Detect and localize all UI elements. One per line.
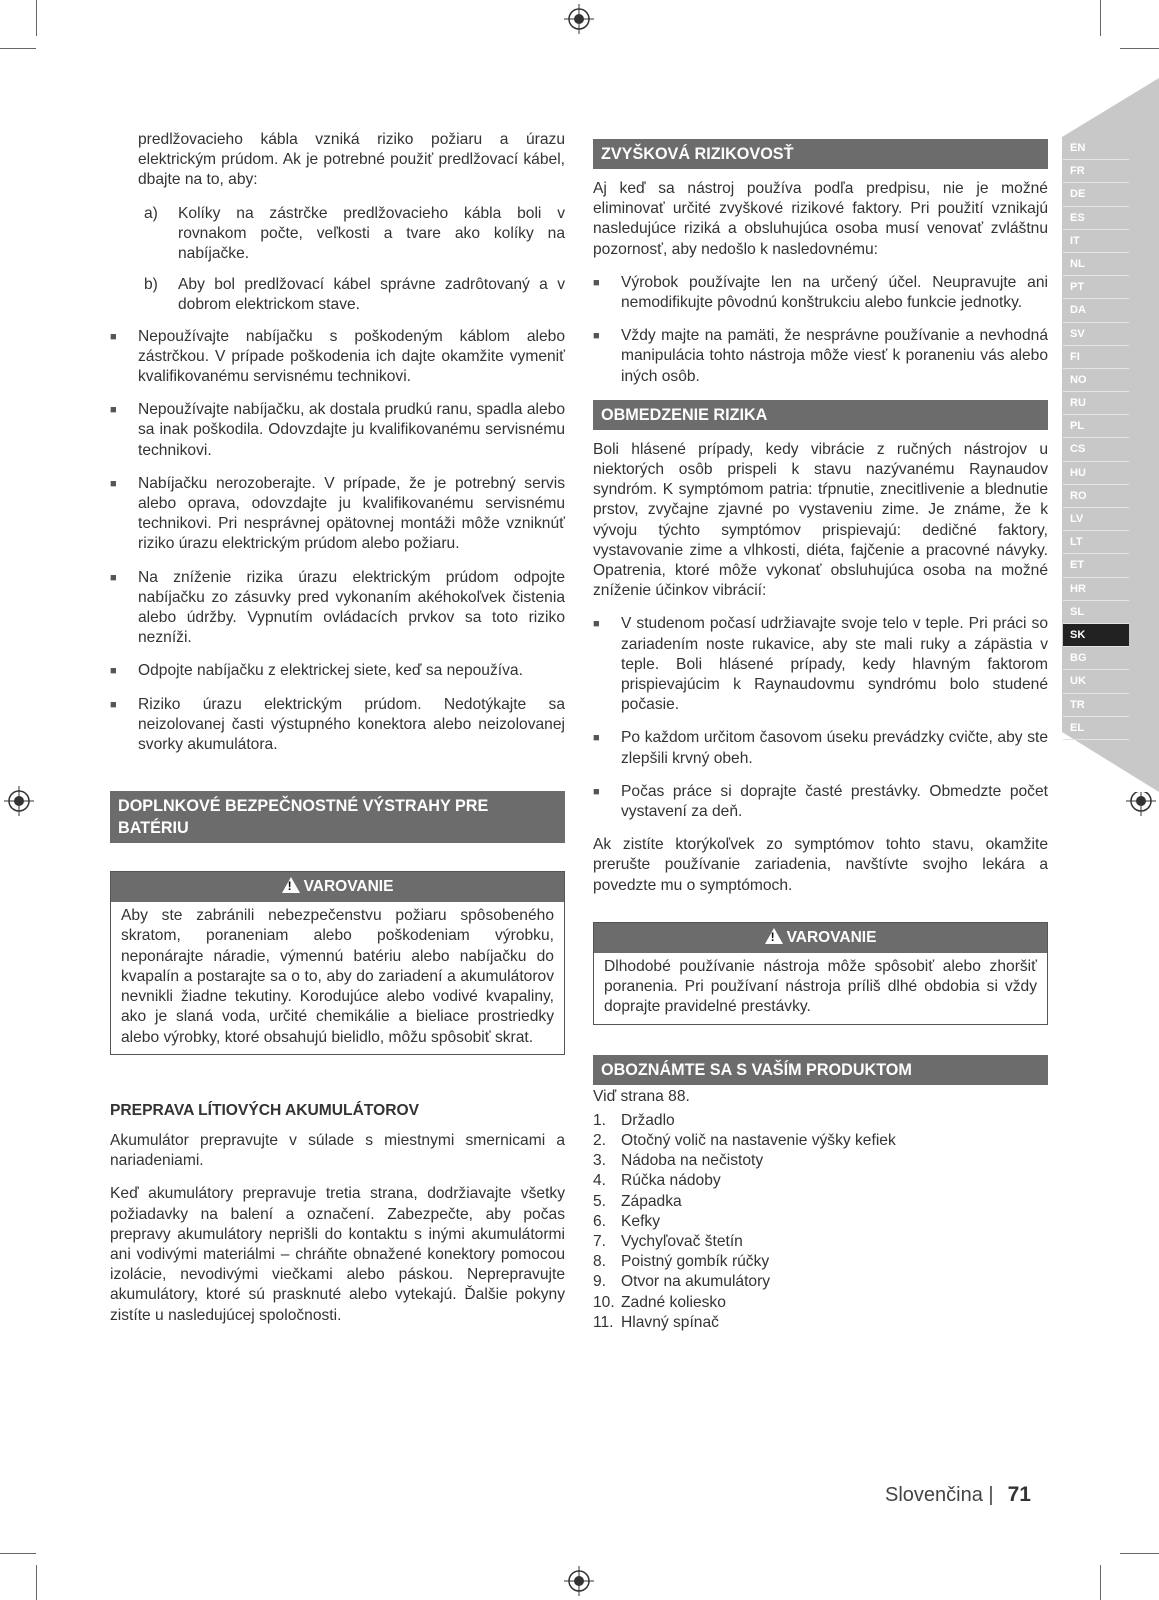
language-tab-sl[interactable]: SL: [1063, 601, 1129, 624]
bullet-text: Nabíjačku nerozoberajte. V prípade, že je potrebný servis alebo oprava, odovzdajte ju kvalifikovanému servisnému technikovi. Pri nesprávnej opätovnej montáži môže vzniknúť riziko úrazu elektrickým prúdom alebo požiaru.: [138, 474, 565, 553]
list-item: [110, 474, 565, 555]
item-text: Otočný volič na nastavenie výšky kefiek: [621, 1131, 896, 1149]
bullet-text: V studenom počasí udržiavajte svoje telo v teple. Pri práci so zariadením noste rukavice, aby ste mali ruky a zápästia v teple. Boli hlásené prípady, kedy hlavným faktorom prispievajúcim k Raynaudovmu syndrómu bolo studené počasie.: [621, 615, 1048, 714]
list-item: [593, 1111, 1048, 1131]
language-tab-fr[interactable]: FR: [1063, 160, 1129, 183]
list-item: [110, 568, 565, 649]
language-tab-pt[interactable]: PT: [1063, 276, 1129, 299]
risk-intro: Aj keď sa nástroj používa podľa predpisu, nie je možné eliminovať určité zvyškové rizikové faktory. Pri použití vznikajú nasledujúce riziká a obsluhujúca osoba musí venovať zvláštnu pozornosť, aby nedošlo k nasledovnému:: [593, 180, 1048, 258]
language-tab-de[interactable]: DE: [1063, 183, 1129, 206]
bullet-square-icon: ■: [593, 785, 600, 798]
page-footer: [885, 1483, 1031, 1507]
bullet-square-icon: ■: [593, 618, 600, 631]
section-heading-battery: DOPLNKOVÉ BEZPEČNOSTNÉ VÝSTRAHY PRE BATÉRIU: [110, 791, 565, 843]
warning-text: Dlhodobé používanie nástroja môže spôsobiť alebo zhoršiť poranenia. Pri používaní nástroja príliš dlhé obdobia si vždy doprajte pravidelné prestávky.: [604, 957, 1037, 1016]
item-text: Hlavný spínač: [621, 1313, 719, 1331]
language-tab-lv[interactable]: LV: [1063, 508, 1129, 531]
list-item: [593, 1151, 1048, 1171]
bullet-text: Odpojte nabíjačku z elektrickej siete, keď sa nepoužíva.: [138, 662, 523, 680]
footer-language: Slovenčina |: [885, 1484, 994, 1506]
item-number: 1.: [593, 1111, 607, 1129]
warning-text: Aby ste zabránili nebezpečenstvu požiaru spôsobeného skratom, poraneniam alebo poškodeniam výrobku, neponárajte náradie, výmennú batériu alebo nabíjačku do kvapalín a postarajte sa o to, aby do zariadení a akumulátorov nevnikli žiadne tekutiny. Korodujúce alebo vodivé kvapaliny, ako je slaná voda, určité chemikálie a bieliace prostriedky alebo výrobky, ktoré obsahujú bielidlo, môžu spôsobiť skrat.: [121, 907, 554, 1046]
list-item: [593, 1232, 1048, 1252]
registration-mark-icon: [564, 4, 594, 34]
bullet-text: Výrobok používajte len na určený účel. Neupravujte ani nemodifikujte pôvodnú konštrukciu alebo funkcie jednotky.: [621, 273, 1048, 312]
language-tab-cs[interactable]: CS: [1063, 438, 1129, 461]
bullet-text: Nepoužívajte nabíjačku s poškodeným káblom alebo zástrčkou. V prípade poškodenia ich dajte okamžite vymeniť kvalifikovanému servisnému technikovi.: [138, 327, 565, 386]
bullet-square-icon: ■: [593, 732, 600, 745]
sub-item: [138, 275, 565, 315]
crop-mark: [1100, 0, 1101, 36]
item-number: 7.: [593, 1232, 607, 1250]
language-tab-fi[interactable]: FI: [1063, 346, 1129, 369]
list-item: [593, 326, 1048, 387]
bullet-text: Po každom určitom časovom úseku prevádzky cvičte, aby ste zlepšili krvný obeh.: [621, 729, 1048, 767]
language-tab-nl[interactable]: NL: [1063, 253, 1129, 276]
warning-box: [593, 922, 1048, 1025]
intro-paragraph: predlžovacieho kábla vzniká riziko požiaru a úrazu elektrickým prúdom. Ak je potrebné použiť predlžovací kábel, dbajte na to, aby:: [138, 131, 565, 189]
item-number: 11.: [593, 1313, 614, 1331]
language-tab-sk[interactable]: SK: [1063, 624, 1129, 647]
warning-box: [110, 871, 565, 1054]
item-text: Otvor na akumulátory: [621, 1273, 771, 1291]
bullet-text: Nepoužívajte nabíjačku, ak dostala prudkú ranu, spadla alebo sa inak poškodila. Odovzdajte ju kvalifikovanému servisnému technikovi.: [138, 401, 565, 459]
registration-mark-icon: [4, 786, 34, 816]
language-tab-lt[interactable]: LT: [1063, 531, 1129, 554]
section-heading-risk-reduction: OBMEDZENIE RIZIKA: [593, 400, 1048, 430]
right-column: [593, 139, 1048, 1333]
language-tab-it[interactable]: IT: [1063, 230, 1129, 253]
language-tab-sv[interactable]: SV: [1063, 323, 1129, 346]
list-item: [593, 1171, 1048, 1191]
item-number: 8.: [593, 1253, 607, 1271]
warning-title: VAROVANIE: [303, 878, 394, 896]
list-item: [593, 728, 1048, 768]
section-heading-residual-risk: ZVYŠKOVÁ RIZIKOVOSŤ: [593, 139, 1048, 169]
sub-item-label: b): [144, 276, 158, 294]
bullet-square-icon: ■: [593, 330, 600, 343]
list-item: [593, 273, 1048, 313]
bullet-text: Počas práce si doprajte časté prestávky. Obmedzte počet vystavení za deň.: [621, 782, 1048, 821]
language-tab-uk[interactable]: UK: [1063, 670, 1129, 693]
language-tab-da[interactable]: DA: [1063, 299, 1129, 322]
bullet-square-icon: ■: [110, 571, 117, 584]
list-item: [110, 695, 565, 756]
item-text: Poistný gombík rúčky: [621, 1253, 770, 1271]
section-heading-transport: PREPRAVA LÍTIOVÝCH AKUMULÁTOROV: [110, 1101, 419, 1119]
language-tab-el[interactable]: EL: [1063, 717, 1129, 740]
crop-mark: [36, 0, 37, 36]
warning-triangle-icon: !: [282, 877, 300, 893]
bullet-square-icon: ■: [110, 665, 117, 678]
list-item: [110, 661, 565, 681]
language-tab-et[interactable]: ET: [1063, 554, 1129, 577]
left-column: [110, 130, 565, 1339]
item-number: 5.: [593, 1192, 607, 1210]
language-tab-ru[interactable]: RU: [1063, 392, 1129, 415]
bullet-text: Na zníženie rizika úrazu elektrickým prúdom odpojte nabíjačku zo zásuvky pred vykonaním akéhokoľvek čistenia alebo údržby. Vypnutím ovládacích prvkov sa toto riziko nezníži.: [138, 568, 565, 647]
sub-item: [138, 204, 565, 265]
sub-item-text: Kolíky na zástrčke predlžovacieho kábla boli v rovnakom počte, veľkosti a tvare ako kolíky na nabíjačke.: [178, 204, 565, 263]
sub-item-text: Aby bol predlžovací kábel správne zadrôtovaný a v dobrom elektrickom stave.: [178, 276, 565, 314]
language-tab-ro[interactable]: RO: [1063, 485, 1129, 508]
warning-header: [594, 923, 1047, 953]
transport-paragraph: Akumulátor prepravujte v súlade s miestnymi smernicami a nariadeniami.: [110, 1131, 565, 1170]
list-item: [110, 400, 565, 461]
item-text: Zadné koliesko: [621, 1293, 726, 1311]
language-tab-hr[interactable]: HR: [1063, 578, 1129, 601]
item-number: 2.: [593, 1131, 607, 1149]
list-item: [593, 1272, 1048, 1292]
bullet-text: Riziko úrazu elektrickým prúdom. Nedotýkajte sa neizolovanej časti výstupného konektora alebo neizolovanej svorky akumulátora.: [138, 695, 565, 754]
language-tab-no[interactable]: NO: [1063, 369, 1129, 392]
item-number: 3.: [593, 1152, 607, 1170]
item-number: 6.: [593, 1212, 607, 1230]
language-tab-tr[interactable]: TR: [1063, 694, 1129, 717]
reduce-intro: Boli hlásené prípady, kedy vibrácie z ručných nástrojov u niektorých osôb prispeli k stavu nazývanému Raynaudov syndróm. K symptómom patria: tŕpnutie, znecitlivenie a blednutie prstov, zvyčajne zjavné po vystaveniu zime. Je známe, že k vývoju týchto symptómov prispievajú: dedičné faktory, vystavovanie zime a vlhkosti, diéta, fajčenie a pracovné návyky. Opatrenia, ktoré môže vykonať obsluhujúca osoba na možné zníženie účinkov vibrácií:: [593, 440, 1048, 600]
list-item: [593, 1293, 1048, 1313]
item-text: Rúčka nádoby: [621, 1172, 721, 1190]
item-number: 10.: [593, 1293, 615, 1311]
bullet-square-icon: ■: [110, 330, 117, 343]
bullet-text: Vždy majte na pamäti, že nesprávne používanie a nevhodná manipulácia tohto nástroja môže viesť k poraneniu vás alebo iných osôb.: [621, 327, 1048, 385]
crop-mark: [1120, 48, 1159, 49]
crop-mark: [36, 1565, 37, 1600]
list-item: [110, 327, 565, 388]
registration-mark-icon: [564, 1566, 594, 1596]
item-text: Západka: [621, 1192, 682, 1210]
language-tab-es[interactable]: ES: [1063, 207, 1129, 230]
bullet-square-icon: ■: [593, 276, 600, 289]
bullet-square-icon: ■: [110, 477, 117, 490]
product-reference: Viď strana 88.: [593, 1087, 690, 1105]
list-item: [593, 1313, 1048, 1333]
bullet-square-icon: ■: [110, 698, 117, 711]
list-item: [593, 1212, 1048, 1232]
list-item: [593, 1252, 1048, 1272]
reduce-outro: Ak zistíte ktorýkoľvek zo symptómov tohto stavu, okamžite prerušte používanie zariadenia, navštívte svojho lekára a povedzte mu o symptómoch.: [593, 836, 1048, 894]
crop-mark: [0, 48, 36, 49]
warning-title: VAROVANIE: [786, 928, 877, 946]
item-number: 9.: [593, 1273, 607, 1291]
item-text: Držadlo: [621, 1111, 675, 1129]
language-tab-hu[interactable]: HU: [1063, 462, 1129, 485]
warning-triangle-icon: !: [765, 928, 783, 944]
language-tab-pl[interactable]: PL: [1063, 415, 1129, 438]
list-item: [593, 1192, 1048, 1212]
list-item: [593, 1131, 1048, 1151]
parts-list: [593, 1111, 1048, 1333]
warning-header: [111, 872, 564, 902]
item-number: 4.: [593, 1172, 607, 1190]
item-text: Kefky: [621, 1212, 660, 1230]
item-text: Vychyľovač štetín: [621, 1232, 743, 1250]
language-tabs: [1063, 137, 1129, 740]
item-text: Nádoba na nečistoty: [621, 1152, 764, 1170]
list-item: [593, 782, 1048, 822]
list-item: [593, 614, 1048, 715]
language-tab-en[interactable]: EN: [1063, 137, 1129, 160]
page-number: 71: [1007, 1483, 1031, 1506]
crop-mark: [1120, 1553, 1159, 1554]
sub-item-label: a): [144, 204, 158, 222]
section-heading-product: OBOZNÁMTE SA S VAŠÍM PRODUKTOM: [593, 1055, 1048, 1085]
crop-mark: [0, 1553, 36, 1554]
bullet-square-icon: ■: [110, 404, 117, 417]
language-tab-bg[interactable]: BG: [1063, 647, 1129, 670]
transport-paragraph: Keď akumulátory prepravuje tretia strana, dodržiavajte všetky požiadavky na balení a označení. Zabezpečte, aby počas prepravy akumulátory neprišli do kontaktu s inými akumulátormi ani vodivými materiálmi – chráňte obnažené konektory pomocou izolácie, nevodivými viečkami alebo páskou. Neprepravujte akumulátory, ktoré sú prasknuté alebo vytekajú. Ďalšie pokyny zistíte u nasledujúcej spoločnosti.: [110, 1185, 565, 1324]
crop-mark: [1100, 1565, 1101, 1600]
